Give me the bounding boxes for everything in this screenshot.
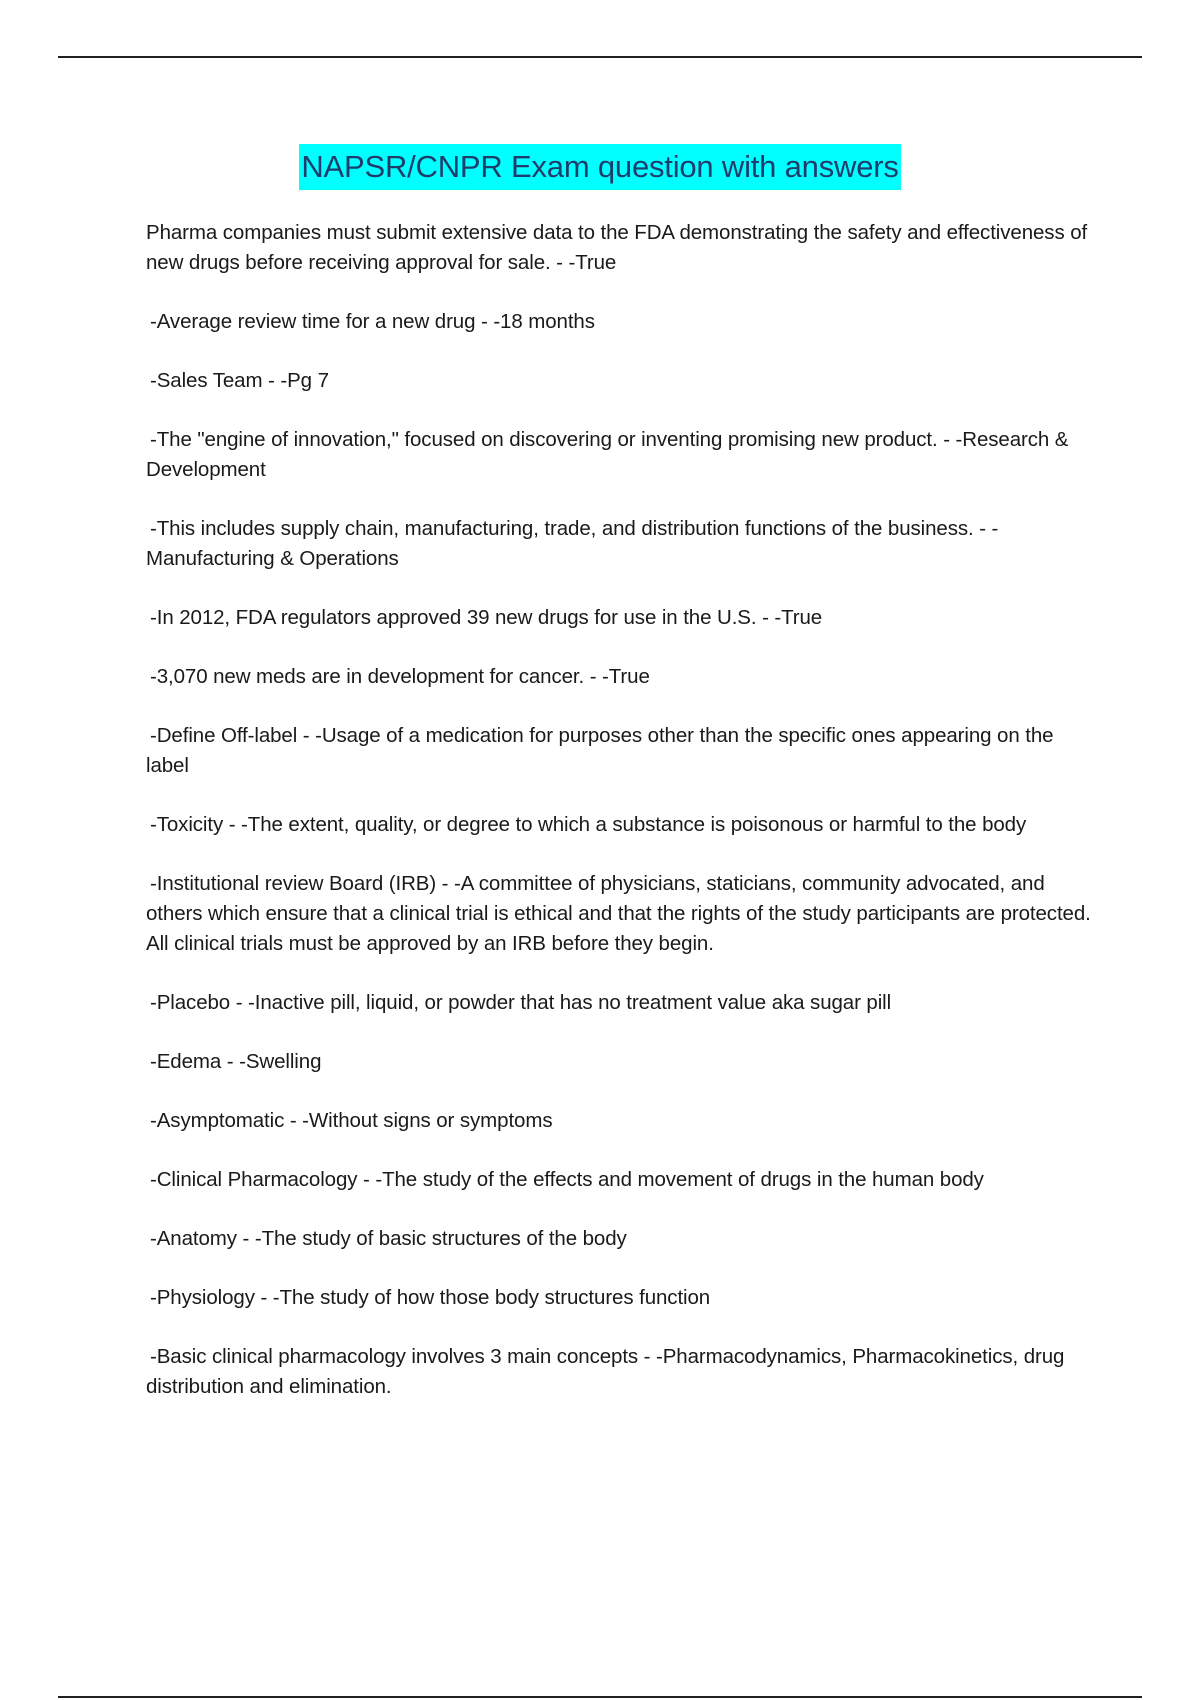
qa-entry: -Institutional review Board (IRB) - -A committee of physicians, staticians, community advocated, and others which ensure that a clinical trial is ethical and that the rights of the study participants are protected. All clinical trials must be approved by an IRB before they begin. bbox=[146, 872, 1091, 955]
bottom-rule bbox=[58, 1696, 1142, 1698]
top-rule bbox=[58, 56, 1142, 58]
qa-entry: -In 2012, FDA regulators approved 39 new drugs for use in the U.S. - -True bbox=[150, 606, 823, 629]
qa-entry: Pharma companies must submit extensive data to the FDA demonstrating the safety and effectiveness of new drugs before receiving approval for sale. - -True bbox=[146, 221, 1088, 274]
title-container bbox=[0, 144, 1200, 190]
qa-list bbox=[146, 218, 1094, 1431]
qa-entry: -Physiology - -The study of how those body structures function bbox=[150, 1286, 711, 1309]
document-title: NAPSR/CNPR Exam question with answers bbox=[299, 144, 900, 190]
qa-entry: -The "engine of innovation," focused on discovering or inventing promising new product. - -Research & Development bbox=[146, 428, 1069, 481]
qa-entry: -Average review time for a new drug - -18 months bbox=[150, 310, 595, 333]
qa-entry: -Clinical Pharmacology - -The study of the effects and movement of drugs in the human body bbox=[150, 1168, 984, 1191]
qa-entry: -Asymptomatic - -Without signs or symptoms bbox=[150, 1109, 553, 1132]
qa-entry: -3,070 new meds are in development for cancer. - -True bbox=[150, 665, 650, 688]
qa-entry: -Edema - -Swelling bbox=[150, 1050, 322, 1073]
qa-entry: -Sales Team - -Pg 7 bbox=[150, 369, 329, 392]
qa-entry: -Basic clinical pharmacology involves 3 main concepts - -Pharmacodynamics, Pharmacokinetics, drug distribution and elimination. bbox=[146, 1345, 1065, 1398]
qa-entry: -This includes supply chain, manufacturing, trade, and distribution functions of the business. - -Manufacturing & Operations bbox=[146, 517, 999, 570]
qa-entry: -Define Off-label - -Usage of a medication for purposes other than the specific ones appearing on the label bbox=[146, 724, 1054, 777]
qa-entry: -Placebo - -Inactive pill, liquid, or powder that has no treatment value aka sugar pill bbox=[150, 991, 892, 1014]
qa-entry: -Anatomy - -The study of basic structures of the body bbox=[150, 1227, 627, 1250]
qa-entry: -Toxicity - -The extent, quality, or degree to which a substance is poisonous or harmful to the body bbox=[150, 813, 1027, 836]
